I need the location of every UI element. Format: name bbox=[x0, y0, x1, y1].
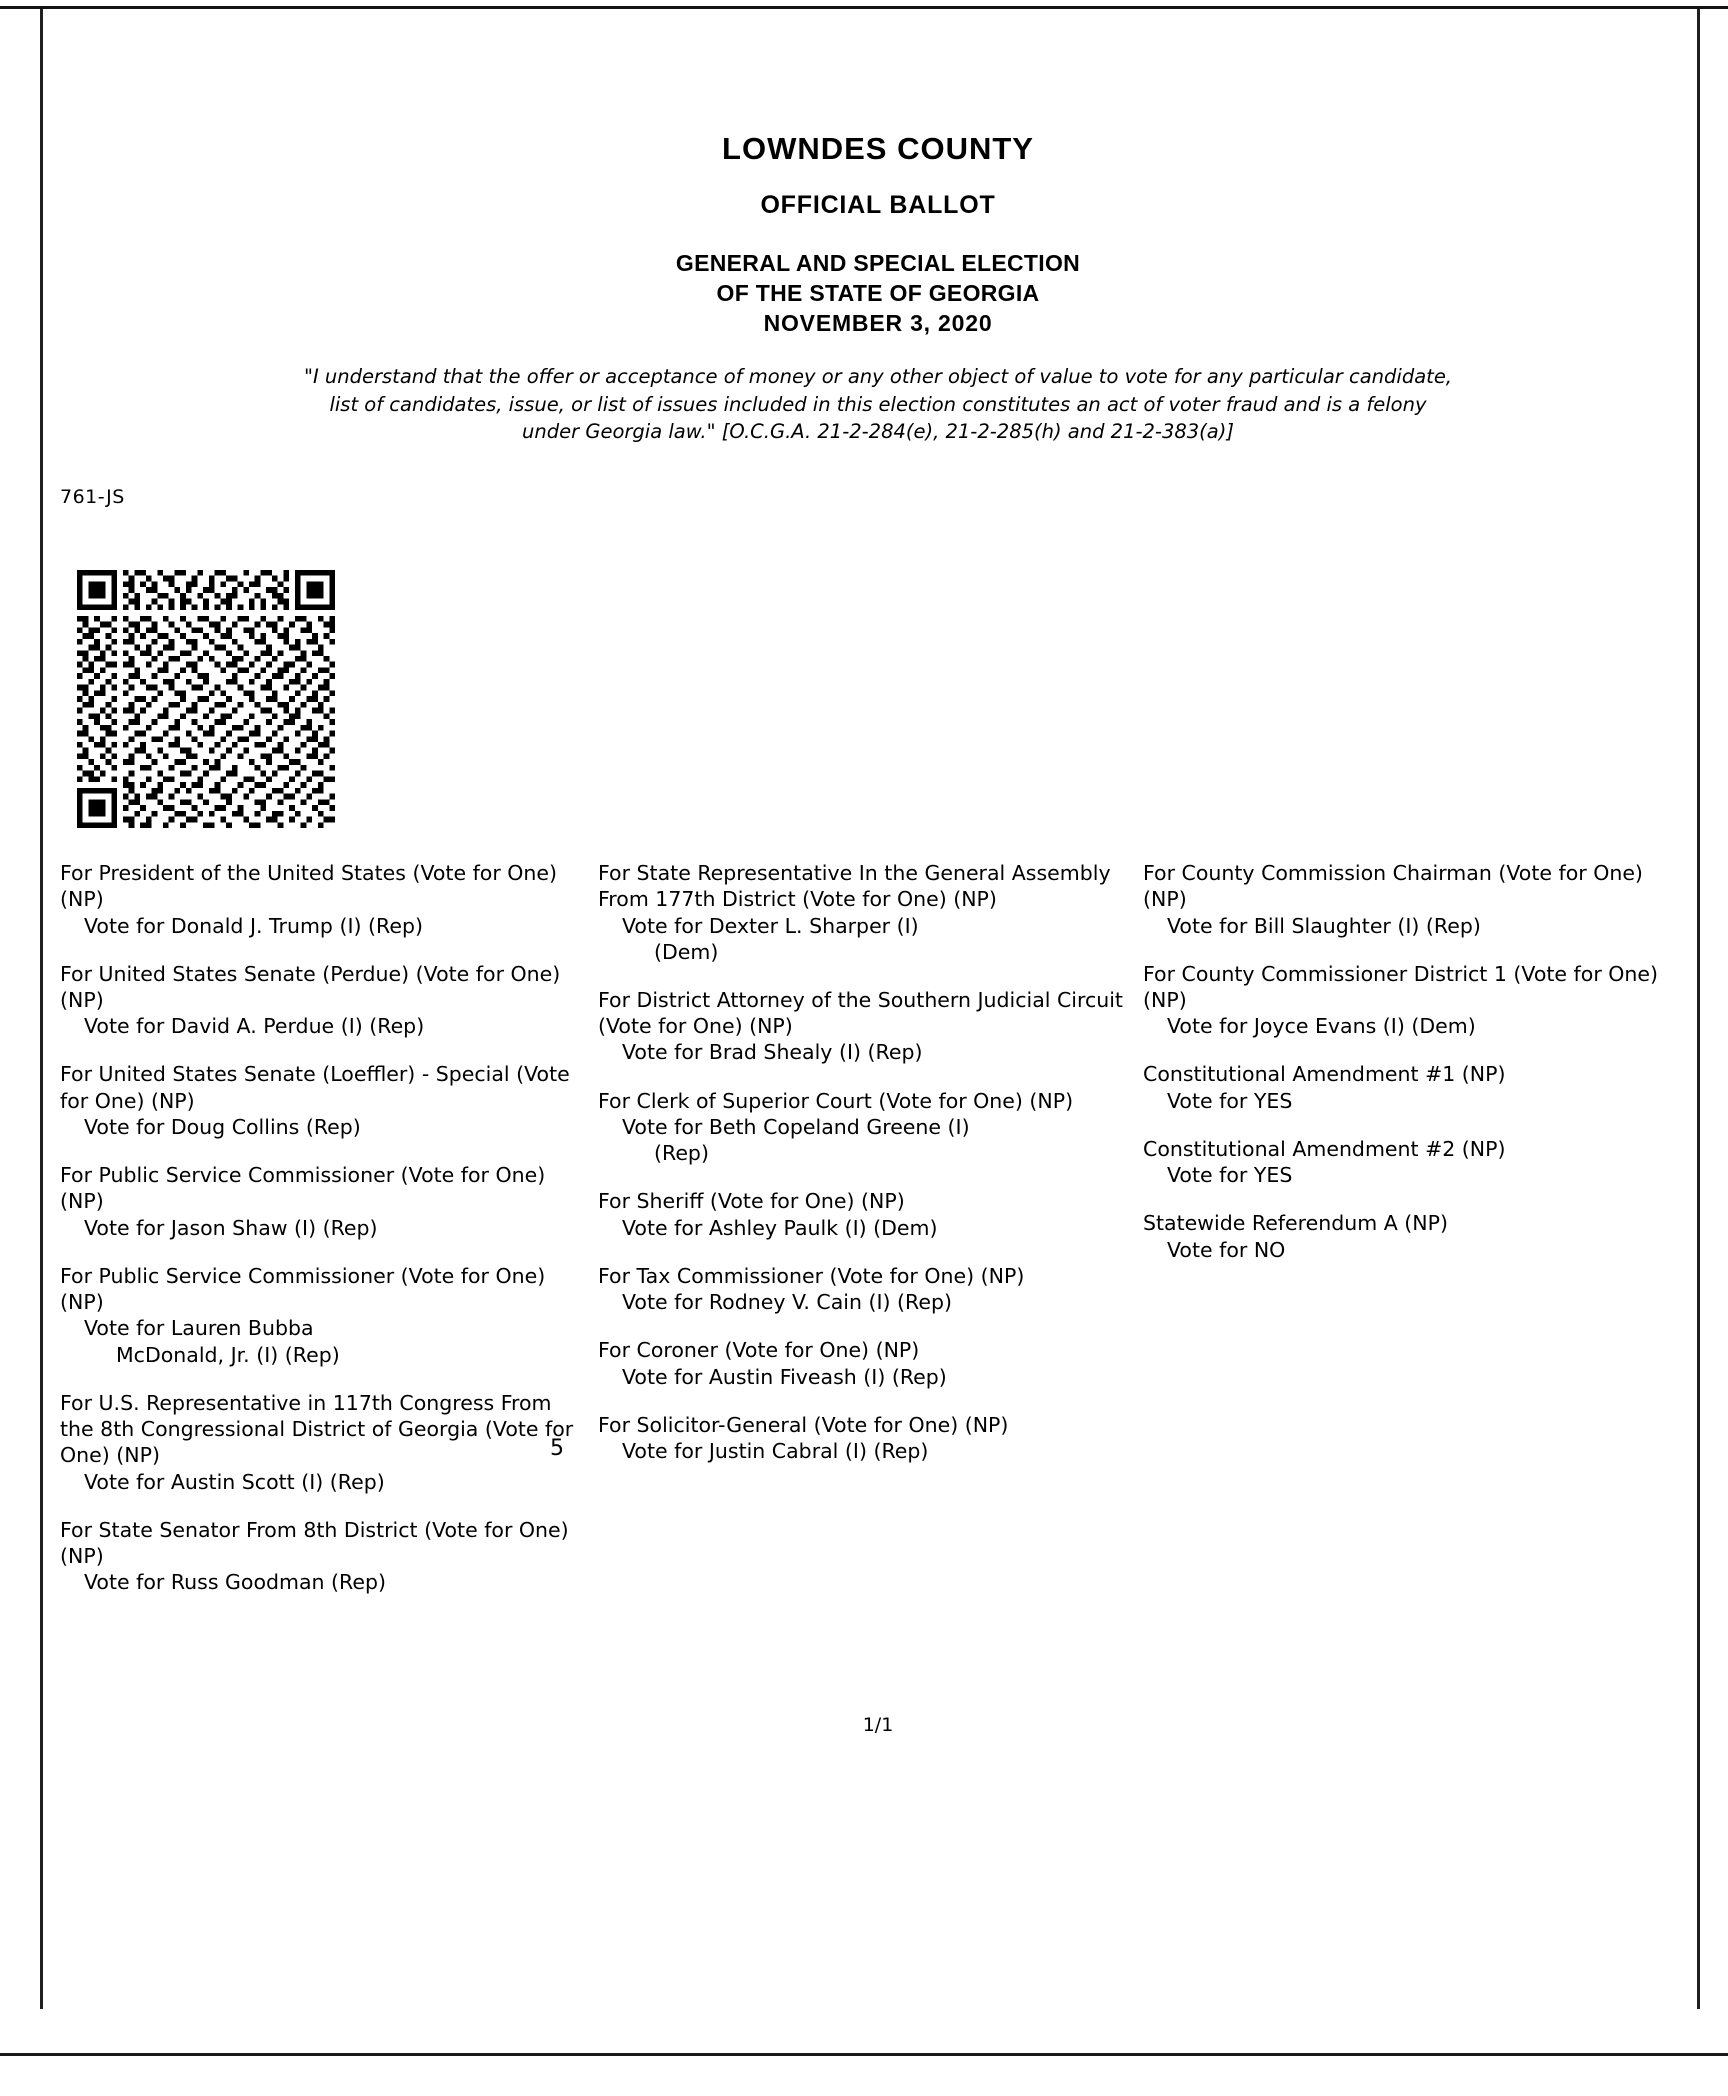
page-number: 1/1 bbox=[862, 1714, 894, 1736]
contest-county-commission-chairman bbox=[1143, 860, 1683, 939]
contest-column-1 bbox=[60, 860, 598, 1617]
contest-sheriff bbox=[598, 1188, 1135, 1240]
voter-oath-line-2: list of candidates, issue, or list of issues included in this election constitutes an act of voter fraud and is a felony bbox=[329, 392, 1427, 416]
contest-choice: Vote for Rodney V. Cain (I) (Rep) bbox=[622, 1290, 952, 1315]
contest-choice: Vote for Joyce Evans (I) (Dem) bbox=[1167, 1014, 1476, 1039]
contest-coroner bbox=[598, 1337, 1135, 1389]
contest-district-attorney bbox=[598, 987, 1135, 1066]
election-title-line1: GENERAL AND SPECIAL ELECTION bbox=[675, 250, 1081, 276]
contest-statewide-referendum-a bbox=[1143, 1210, 1683, 1262]
contest-title: For Sheriff (Vote for One) (NP) bbox=[598, 1189, 905, 1214]
scan-edge-bottom bbox=[0, 2053, 1728, 2056]
contest-choice: Vote for Brad Shealy (I) (Rep) bbox=[622, 1040, 923, 1065]
ballot-content bbox=[60, 9, 1696, 2039]
contest-choice: Vote for Jason Shaw (I) (Rep) bbox=[84, 1215, 378, 1240]
contest-choice: Vote for NO bbox=[1167, 1237, 1286, 1262]
qr-code-wrapper bbox=[70, 570, 1696, 828]
stray-pen-mark: 5 bbox=[550, 1436, 564, 1461]
contest-choice: Vote for Justin Cabral (I) (Rep) bbox=[622, 1439, 929, 1464]
contest-state-senator-8th bbox=[60, 1517, 590, 1596]
contest-choice: Vote for Bill Slaughter (I) (Rep) bbox=[1167, 913, 1481, 938]
contest-choice: Vote for Ashley Paulk (I) (Dem) bbox=[622, 1215, 938, 1240]
contest-title: For County Commissioner District 1 (Vote for One) (NP) bbox=[1143, 961, 1659, 1012]
contest-choice-continued: McDonald, Jr. (I) (Rep) bbox=[116, 1342, 340, 1367]
contest-tax-commissioner bbox=[598, 1263, 1135, 1315]
contest-column-2 bbox=[598, 860, 1143, 1486]
contest-column-3 bbox=[1143, 860, 1683, 1285]
contest-choice: Vote for David A. Perdue (I) (Rep) bbox=[84, 1014, 425, 1039]
scan-edge-right bbox=[1697, 9, 1700, 2009]
contest-choice: Vote for Lauren Bubba bbox=[84, 1316, 314, 1341]
contest-choice: Vote for Austin Scott (I) (Rep) bbox=[84, 1469, 385, 1494]
contest-public-service-commissioner-2 bbox=[60, 1263, 590, 1368]
contest-title: For County Commission Chairman (Vote for One) (NP) bbox=[1143, 861, 1643, 912]
contest-title: For Public Service Commissioner (Vote for One) (NP) bbox=[60, 1163, 546, 1214]
contest-choice: Vote for Donald J. Trump (I) (Rep) bbox=[84, 913, 423, 938]
contest-us-senate-perdue bbox=[60, 961, 590, 1040]
contest-title: For President of the United States (Vote for One) (NP) bbox=[60, 861, 558, 912]
contest-title: For State Senator From 8th District (Vote for One) (NP) bbox=[60, 1517, 569, 1568]
contest-choice: Vote for Dexter L. Sharper (I) bbox=[622, 913, 919, 938]
contest-title: For Tax Commissioner (Vote for One) (NP) bbox=[598, 1263, 1025, 1288]
contest-us-senate-loeffler-special bbox=[60, 1061, 590, 1140]
contest-choice: Vote for Russ Goodman (Rep) bbox=[84, 1570, 387, 1595]
contest-choice-continued: (Dem) bbox=[654, 939, 719, 964]
contest-title: For Clerk of Superior Court (Vote for One) (NP) bbox=[598, 1088, 1074, 1113]
voter-oath-line-3: under Georgia law." [O.C.G.A. 21-2-284(e), 21-2-285(h) and 21-2-383(a)] bbox=[522, 420, 1234, 444]
voter-oath bbox=[60, 363, 1696, 446]
voter-oath-line-1: "I understand that the offer or acceptance of money or any other object of value to vote for any particular candidate, bbox=[303, 365, 1453, 388]
election-title-line2: OF THE STATE OF GEORGIA bbox=[716, 280, 1040, 306]
contest-title: For U.S. Representative in 117th Congress From the 8th Congressional District of Georgia (Vote for One) (NP) bbox=[60, 1390, 574, 1468]
contest-choice: Vote for Austin Fiveash (I) (Rep) bbox=[622, 1364, 947, 1389]
contest-title: For Public Service Commissioner (Vote for One) (NP) bbox=[60, 1263, 546, 1315]
contest-title: Statewide Referendum A (NP) bbox=[1143, 1211, 1448, 1236]
contest-columns bbox=[60, 860, 1696, 1617]
contest-choice: Vote for Beth Copeland Greene (I) bbox=[622, 1114, 970, 1139]
contest-county-commissioner-district-1 bbox=[1143, 961, 1683, 1040]
contest-state-representative-177th bbox=[598, 860, 1135, 965]
contest-title: For District Attorney of the Southern Judicial Circuit (Vote for One) (NP) bbox=[598, 988, 1123, 1039]
contest-solicitor-general bbox=[598, 1412, 1135, 1464]
contest-title: For Solicitor-General (Vote for One) (NP) bbox=[598, 1412, 1009, 1437]
election-date: NOVEMBER 3, 2020 bbox=[763, 310, 993, 336]
contest-constitutional-amendment-2 bbox=[1143, 1136, 1683, 1188]
contest-public-service-commissioner-1 bbox=[60, 1162, 590, 1241]
contest-us-representative-8th bbox=[60, 1390, 590, 1495]
official-ballot-title: OFFICIAL BALLOT bbox=[760, 191, 996, 219]
contest-title: Constitutional Amendment #2 (NP) bbox=[1143, 1136, 1506, 1161]
ballot-style-id: 761-JS bbox=[60, 486, 125, 509]
contest-clerk-superior-court bbox=[598, 1088, 1135, 1167]
contest-title: For Coroner (Vote for One) (NP) bbox=[598, 1338, 920, 1363]
contest-choice: Vote for YES bbox=[1167, 1163, 1293, 1188]
contest-title: For United States Senate (Loeffler) - Special (Vote for One) (NP) bbox=[60, 1062, 570, 1113]
contest-choice-continued: (Rep) bbox=[654, 1141, 709, 1166]
contest-title: For United States Senate (Perdue) (Vote for One) (NP) bbox=[60, 961, 561, 1012]
contest-title: For State Representative In the General Assembly From 177th District (Vote for One) (NP) bbox=[598, 861, 1111, 912]
contest-title: Constitutional Amendment #1 (NP) bbox=[1143, 1062, 1506, 1087]
qr-code-icon bbox=[70, 570, 342, 828]
contest-president bbox=[60, 860, 590, 939]
scan-edge-left bbox=[40, 9, 43, 2009]
contest-choice: Vote for Doug Collins (Rep) bbox=[84, 1114, 361, 1139]
contest-constitutional-amendment-1 bbox=[1143, 1061, 1683, 1113]
contest-choice: Vote for YES bbox=[1167, 1088, 1293, 1113]
county-title: LOWNDES COUNTY bbox=[722, 131, 1034, 166]
